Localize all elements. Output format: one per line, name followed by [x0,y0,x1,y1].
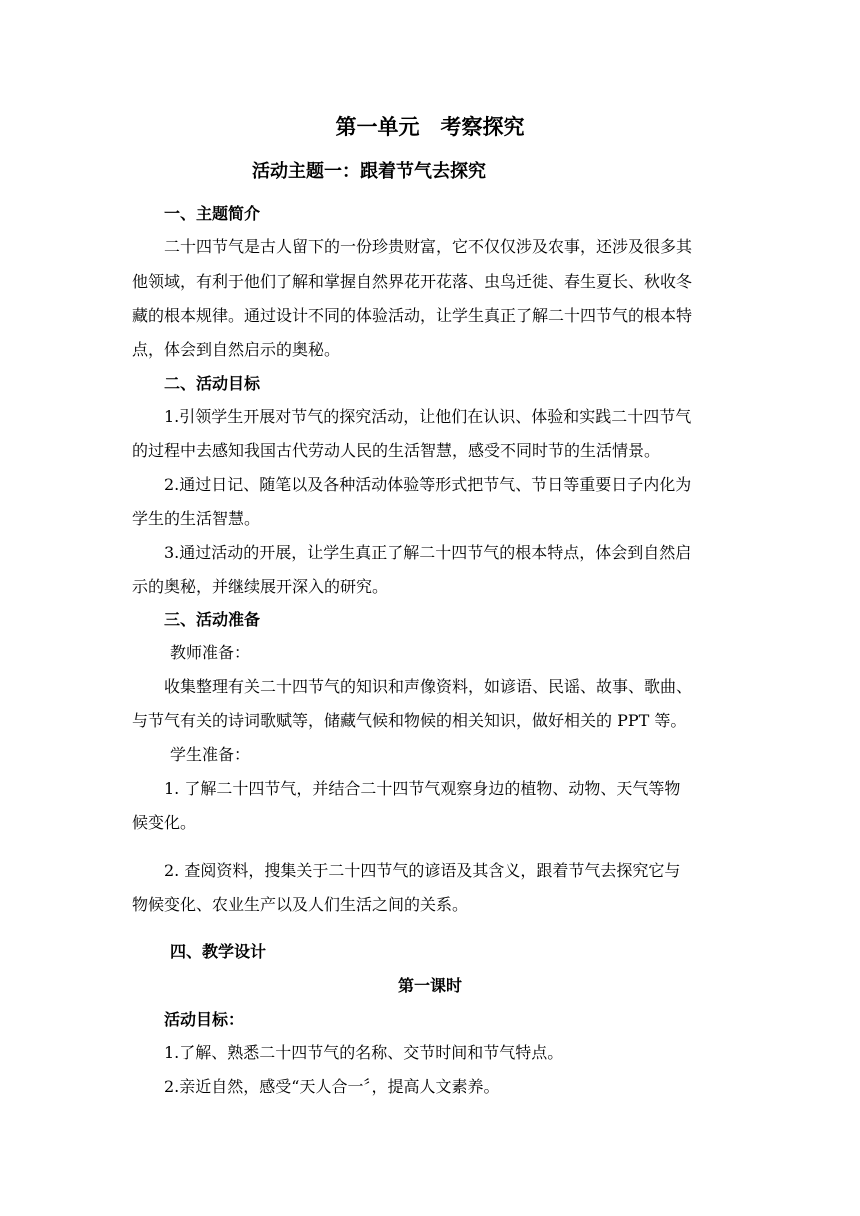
paragraph-line: 的过程中去感知我国古代劳动人民的生活智慧，感受不同时节的生活情景。 [132,441,661,460]
paragraph-line: 学生的生活智慧。 [132,509,261,528]
section-heading-teaching-design: 四、教学设计 [170,942,267,961]
paragraph-line: 与节气有关的诗词歌赋等，储藏气候和物候的相关知识，做好相关的 PPT 等。 [132,711,687,730]
document-subtitle: 活动主题一：跟着节气去探究 [252,161,486,182]
paragraph-line: 候变化。 [132,813,197,832]
paragraph-line: 物候变化、农业生产以及人们生活之间的关系。 [132,895,469,914]
paragraph-line: 3.通过活动的开展，让学生真正了解二十四节气的根本特点，体会到自然启 [164,543,692,562]
section-heading-intro: 一、主题简介 [164,204,261,223]
paragraph-line: 藏的根本规律。通过设计不同的体验活动，让学生真正了解二十四节气的根本特 [132,306,693,325]
paragraph-line: 1.了解、熟悉二十四节气的名称、交节时间和节气特点。 [164,1043,564,1062]
paragraph-line: 2. 查阅资料，搜集关于二十四节气的谚语及其含义，跟着节气去探究它与 [164,861,681,880]
document-title: 第一单元 考察探究 [335,114,525,139]
paragraph-line: 1. 了解二十四节气，并结合二十四节气观察身边的植物、动物、天气等物 [164,779,681,798]
paragraph-line: 二十四节气是古人留下的一份珍贵财富，它不仅仅涉及农事，还涉及很多其 [164,237,693,256]
paragraph-line: 收集整理有关二十四节气的知识和声像资料，如谚语、民谣、故事、歌曲、 [164,677,693,696]
section-heading-preparation: 三、活动准备 [164,610,261,629]
activity-goals-label: 活动目标： [164,1010,245,1029]
paragraph-line: 示的奥秘，并继续展开深入的研究。 [132,577,389,596]
paragraph-line: 他领域，有利于他们了解和掌握自然界花开花落、虫鸟迁徙、春生夏长、秋收冬 [132,272,693,291]
paragraph-line: 1.引领学生开展对节气的探究活动，让他们在认识、体验和实践二十四节气 [164,407,692,426]
student-prep-label: 学生准备： [170,745,251,764]
paragraph-line: 2.通过日记、随笔以及各种活动体验等形式把节气、节日等重要日子内化为 [164,475,692,494]
section-heading-goals: 二、活动目标 [164,374,261,393]
teacher-prep-label: 教师准备： [170,643,251,662]
paragraph-line: 点，体会到自然启示的奥秘。 [132,340,341,359]
paragraph-line: 2.亲近自然，感受“天人合一〞，提高人文素养。 [164,1077,500,1096]
lesson-title: 第一课时 [397,976,462,995]
